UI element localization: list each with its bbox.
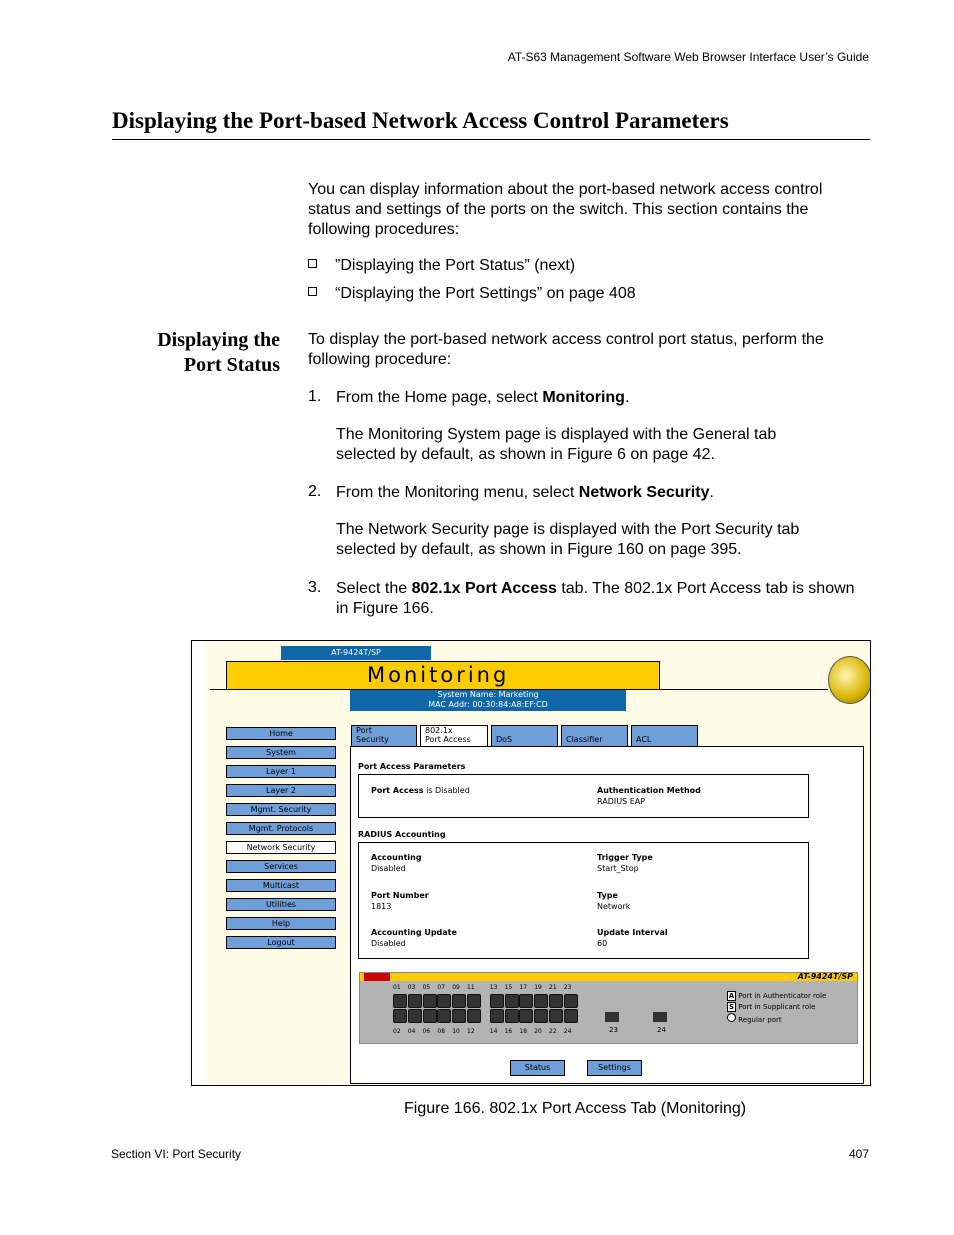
monitoring-ui [206,641,870,1085]
supplicant-key-icon: S [728,1003,735,1011]
port-access-box: Port Access is Disabled Authentication Method RADIUS EAP [358,774,809,818]
step-note: The Network Security page is displayed with the Port Security tab selected by default, as shown in Figure 160 on page 395. [336,521,800,558]
ethernet-port[interactable] [564,1009,578,1023]
page-number: 407 [848,1147,869,1161]
system-info: System Name: Marketing MAC Addr: 00:30:84:A8:EF:CD [350,690,626,711]
port-label: 10 [452,1028,460,1035]
tab-panel [350,746,864,1084]
footer-section: Section VI: Port Security [111,1147,242,1161]
figure-caption: Figure 166. 802.1x Port Access Tab (Monitoring) [404,1100,747,1117]
subsection-intro: To display the port-based network access control port status, perform the following procedure: [308,331,824,368]
tab-acl[interactable]: ACL [631,725,698,746]
ethernet-port[interactable] [564,994,578,1008]
port-label: 24 [563,1028,572,1035]
settings-button[interactable]: Settings [587,1060,642,1076]
ethernet-port[interactable] [549,1009,563,1023]
port-label: 20 [534,1028,542,1035]
nav-help[interactable]: Help [226,917,336,930]
nav-utilities[interactable]: Utilities [226,898,336,911]
nav-layer2[interactable]: Layer 2 [226,784,336,797]
model-tab: AT-9424T/SP [281,646,431,660]
nav-layer1[interactable]: Layer 1 [226,765,336,778]
sfp-label: 24 [657,1026,666,1034]
ethernet-port[interactable] [393,1009,407,1023]
regular-port-icon [727,1013,736,1022]
port-label: 14 [489,1028,498,1035]
step-text: From the Monitoring menu, select Network Security. [336,484,714,501]
ethernet-port[interactable] [490,994,504,1008]
radius-box: Accounting Disabled Trigger Type Start_Stop Port Number 1813 Type Network Accounting Update Disabled Update Interval 60 [358,842,809,959]
port-label: 18 [519,1028,528,1035]
tab-classifier[interactable]: Classifier [561,725,628,746]
switch-model-label: AT-9424T/SP [797,972,853,981]
port-label: 03 [407,984,416,991]
port-label: 01 [393,984,401,991]
ethernet-port[interactable] [423,994,437,1008]
port-label: 08 [437,1028,446,1035]
tab-802-1x-port-access[interactable]: 802.1x Port Access [420,725,488,747]
running-header: AT-S63 Management Software Web Browser Interface User’s Guide [507,50,869,64]
nav-multicast[interactable]: Multicast [226,879,336,892]
ethernet-port[interactable] [534,994,548,1008]
sfp-label: 23 [609,1026,618,1034]
nav-services[interactable]: Services [226,860,336,873]
step-number: 3. [308,579,322,596]
step-text: Select the 802.1x Port Access tab. The 802.1x Port Access tab is shown in Figure 166. [336,580,855,617]
port-label: 11 [467,984,475,991]
step-number: 2. [308,483,322,500]
intro-paragraph: You can display information about the port-based network access control status and settings of the ports on the switch. This section contains the following procedures: [308,181,823,238]
nav-system[interactable]: System [226,746,336,759]
sfp-port-23[interactable] [605,1012,619,1022]
ethernet-port[interactable] [452,994,466,1008]
port-label: 09 [452,984,460,991]
step-note: The Monitoring System page is displayed with the General tab selected by default, as shown in Figure 6 on page 42. [336,426,777,463]
ethernet-port[interactable] [549,994,563,1008]
section-title: Displaying the Port-based Network Access Control Parameters [112,108,870,140]
port-label: 15 [504,984,513,991]
authenticator-key-icon: A [728,992,735,1000]
ethernet-port[interactable] [452,1009,466,1023]
ethernet-port[interactable] [408,994,422,1008]
port-label: 17 [519,984,528,991]
brand-logo-icon [364,973,390,981]
port-label: 05 [422,984,431,991]
ethernet-port[interactable] [519,1009,533,1023]
ethernet-port[interactable] [505,1009,519,1023]
status-button[interactable]: Status [510,1060,565,1076]
bullet-item: “Displaying the Port Settings” on page 408 [308,285,636,303]
logo-globe-icon [828,656,871,704]
port-label: 19 [534,984,542,991]
ethernet-port[interactable] [490,1009,504,1023]
nav-home[interactable]: Home [226,727,336,740]
port-label: 12 [467,1028,475,1035]
nav-logout[interactable]: Logout [226,936,336,949]
ethernet-port[interactable] [534,1009,548,1023]
port-legend: A Port in Authenticator role S Port in Supplicant role Regular port [728,992,827,1024]
sfp-port-24[interactable] [653,1012,667,1022]
ethernet-port[interactable] [437,994,451,1008]
port-label: 02 [393,1028,401,1035]
checkbox-bullet-icon [308,259,317,268]
switch-brand-strip [360,973,857,981]
section-port-access-parameters: Port Access Parameters [358,762,466,771]
ethernet-port[interactable] [423,1009,437,1023]
port-label: 22 [549,1028,557,1035]
section-radius-accounting: RADIUS Accounting [358,830,446,839]
tab-dos[interactable]: DoS [491,725,558,746]
port-label: 21 [549,984,557,991]
port-label: 07 [437,984,446,991]
ethernet-port[interactable] [467,1009,481,1023]
subsection-heading: Displaying the Port Status [157,329,280,376]
ethernet-port[interactable] [467,994,481,1008]
port-label: 06 [422,1028,431,1035]
bullet-item: ”Displaying the Port Status” (next) [308,257,575,275]
port-label: 16 [504,1028,513,1035]
port-label: 13 [489,984,498,991]
ethernet-port[interactable] [519,994,533,1008]
step-text: From the Home page, select Monitoring. [336,389,630,406]
nav-network-security[interactable]: Network Security [226,841,336,854]
ethernet-port[interactable] [505,994,519,1008]
switch-faceplate [359,972,858,1044]
step-number: 1. [308,388,322,405]
nav-mgmt-security[interactable]: Mgmt. Security [226,803,336,816]
page-title-band [226,661,660,690]
tab-port-security[interactable]: Port Security [351,725,417,746]
page-title: Monitoring [367,663,510,687]
port-label: 04 [407,1028,416,1035]
checkbox-bullet-icon [308,287,317,296]
nav-mgmt-protocols[interactable]: Mgmt. Protocols [226,822,336,835]
port-label: 23 [563,984,572,991]
ethernet-port[interactable] [437,1009,451,1023]
figure-screenshot [191,640,871,1086]
ethernet-port[interactable] [393,994,407,1008]
ethernet-port[interactable] [408,1009,422,1023]
